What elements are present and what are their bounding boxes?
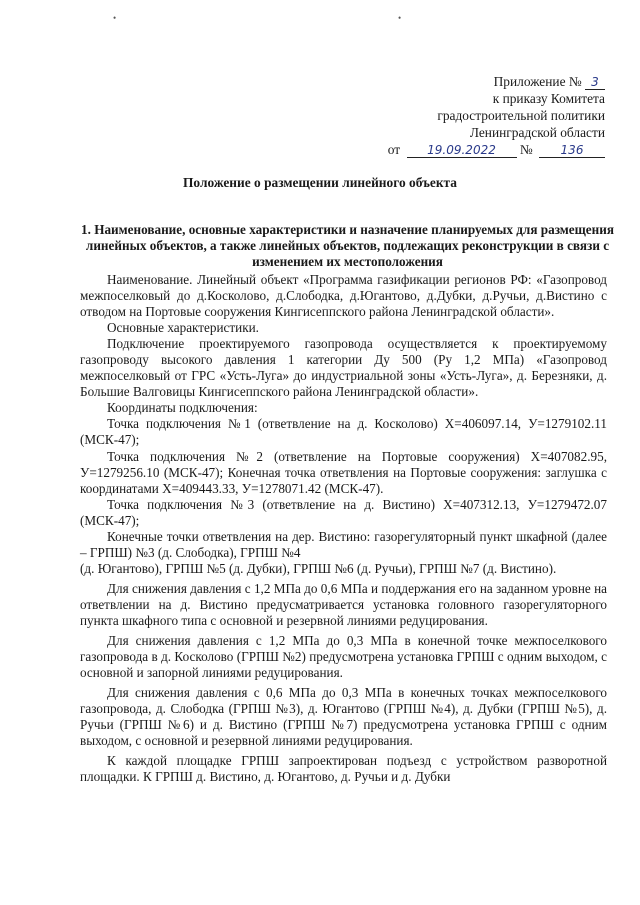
paragraph-point-3: Точка подключения №3 (ответвление на д. Вистино) Х=407312.13, У=1279472.07 (МСК-47); xyxy=(80,496,607,528)
annex-prefix: Приложение № xyxy=(493,74,582,89)
order-number-prefix: № xyxy=(519,142,533,157)
document-body xyxy=(80,272,607,785)
paragraph-pressure-2: Для снижения давления с 1,2 МПа до 0,3 МПа в конечной точке межпоселкового газопровода в д. Косколово (ГРПШ №2) предусмотрена установка ГРПШ с одним выходом, с основной и запорной линиями редуцирования. xyxy=(80,633,607,681)
paragraph-characteristics-heading: Основные характеристики. xyxy=(107,320,259,336)
order-date: 19.09.2022 xyxy=(407,143,517,158)
paragraph-pressure-3: Для снижения давления с 0,6 МПа до 0,3 МПа в конечных точках межпоселкового газопровода, д. Слободка (ГРПШ №3), д. Югантово (ГРПШ №4), д. Дубки (ГРПШ №5), д. Ручьи (ГРПШ №6) и д. Вистино (ГРПШ №7) предусмотрена установка ГРПШ с одним выходом, с основной и резервной линиями редуцирования. xyxy=(80,685,607,749)
date-prefix: от xyxy=(387,142,401,157)
order-number: 136 xyxy=(539,143,605,158)
annex-line-region: Ленинградской области xyxy=(469,125,605,140)
paragraph-point-1: Точка подключения №1 (ответвление на д. Косколово) Х=406097.14, У=1279102.11 (МСК-47); xyxy=(80,416,607,448)
annex-number: 3 xyxy=(585,75,605,90)
paragraph-name: Наименование. Линейный объект «Программа газификации регионов РФ: «Газопровод межпоселковый до д.Косколово, д.Слободка, д.Югантово, д.Дубки, д.Ручьи, д.Вистино с отводом на Портовые сооружения Кингисеппского района Ленинградской области». xyxy=(80,272,607,320)
paragraph-access-roads: К каждой площадке ГРПШ запроектирован подъезд с устройством разворотной площадки. К ГРПШ д. Вистино, д. Югантово, д. Ручьи и д. Дубки xyxy=(80,753,607,785)
paragraph-end-points: Конечные точки ответвления на дер. Вистино: газорегуляторный пункт шкафной (далее – ГРПШ) №3 (д. Слободка), ГРПШ №4 xyxy=(80,528,607,560)
annex-line-committee: градостроительной политики xyxy=(437,108,605,123)
scan-mark: • xyxy=(398,13,402,23)
paragraph-coordinates-heading: Координаты подключения: xyxy=(107,400,258,416)
paragraph-end-points-cont: (д. Югантово), ГРПШ №5 (д. Дубки), ГРПШ №6 (д. Ручьи), ГРПШ №7 (д. Вистино). xyxy=(80,560,557,576)
paragraph-pressure-1: Для снижения давления с 1,2 МПа до 0,6 МПа и поддержания его на заданном уровне на ответвлении на д. Вистино предусматривается установка головного газорегуляторного пункта шкафного типа с основной и резервной линиями редуцирования. xyxy=(80,580,607,628)
annex-number-line xyxy=(340,73,605,90)
annex-line-order: к приказу Комитета xyxy=(492,91,605,106)
order-date-line xyxy=(340,141,605,158)
section-heading: 1. Наименование, основные характеристики и назначение планируемых для размещения линейных объектов, а также линейных объектов, подлежащих реконструкции в связи с изменением их местоположения xyxy=(81,222,614,269)
paragraph-connection: Подключение проектируемого газопровода осуществляется к проектируемому газопроводу высокого давления 1 категории Ду 500 (Ру 1,2 МПа) «Газопровод межпоселковый от ГРС «Усть-Луга» до индустриальной зоны «Усть-Луга», д. Березняки, д. Большие Валговицы Кингисеппского района Ленинградской области». xyxy=(80,336,607,400)
paragraph-point-2: Точка подключения №2 (ответвление на Портовые сооружения) Х=407082.95, У=1279256.10 (МСК-47); Конечная точка ответвления на Портовые сооружения: заглушка с координатами Х=409443.33, У=1278071.42 (МСК-47). xyxy=(80,448,607,496)
scan-mark: • xyxy=(113,13,117,23)
document-title: Положение о размещении линейного объекта xyxy=(183,175,457,190)
annex-header xyxy=(340,73,605,158)
